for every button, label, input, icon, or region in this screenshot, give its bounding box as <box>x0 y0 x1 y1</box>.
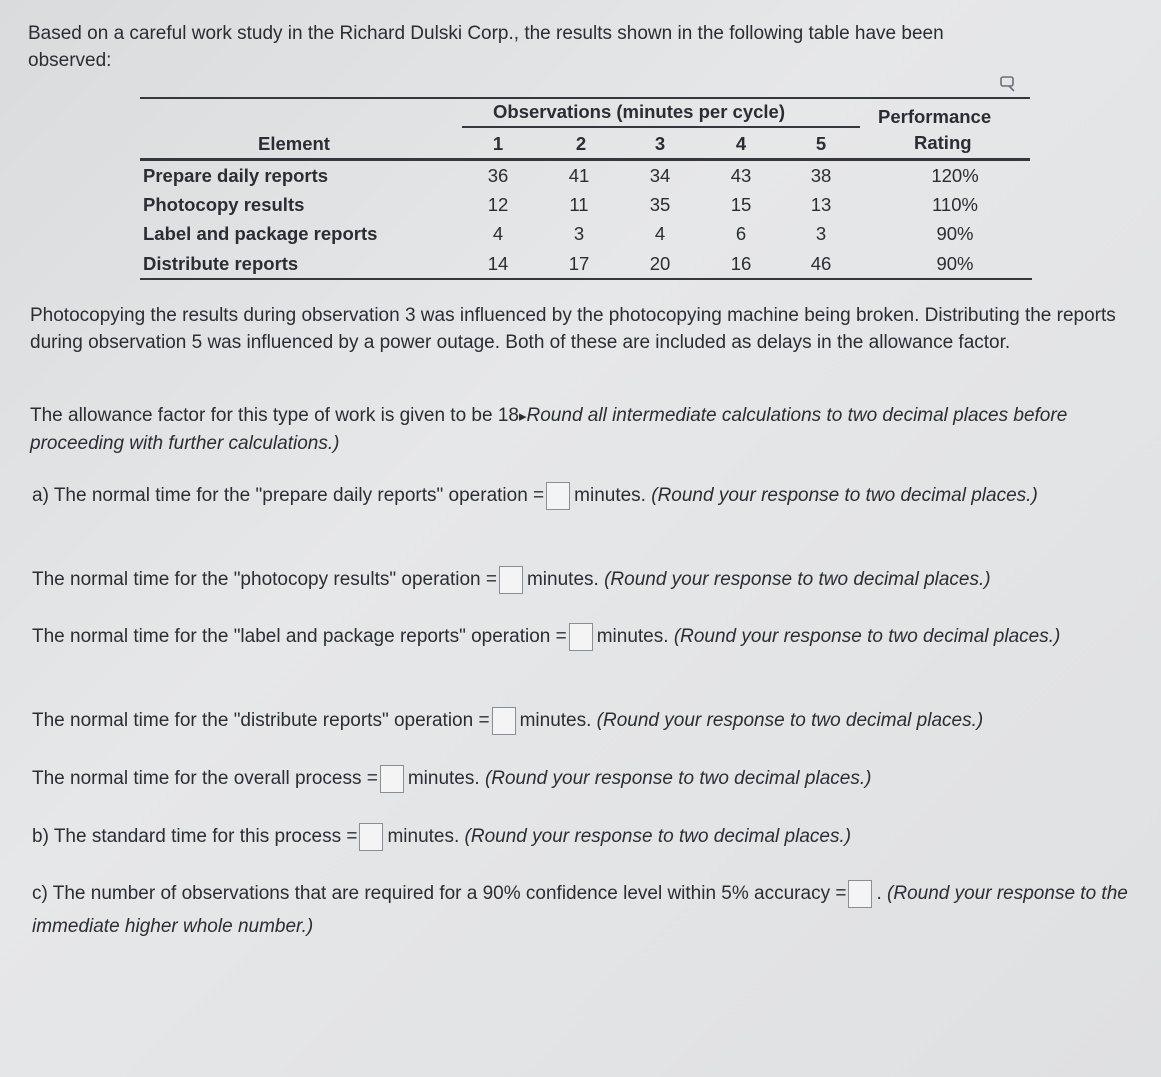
table-cell: 17 <box>568 253 590 274</box>
observations-count-input[interactable] <box>848 880 872 908</box>
table-cell: 14 <box>487 253 509 274</box>
observations-table <box>140 97 1032 283</box>
question-a-text: a) The normal time for the "prepare daily reports" operation = <box>32 485 545 506</box>
question-b-note: (Round your response to two decimal places.) <box>464 826 852 847</box>
question-overall-note: (Round your response to two decimal places.) <box>484 768 872 789</box>
obs-number-1: 1 <box>492 133 504 154</box>
question-distribute-unit: minutes. <box>519 710 592 731</box>
table-cell: 4 <box>654 223 666 244</box>
table-cell: 38 <box>810 165 832 186</box>
obs-number-5: 5 <box>815 133 827 154</box>
question-c <box>32 877 1132 943</box>
question-overall-text: The normal time for the overall process = <box>32 768 378 789</box>
question-label-note: (Round your response to two decimal places.) <box>673 626 1061 647</box>
table-cell: 3 <box>573 223 585 244</box>
question-distribute-text: The normal time for the "distribute reports" operation = <box>32 710 490 731</box>
table-top-rule <box>140 97 1030 99</box>
question-overall <box>32 762 871 795</box>
question-b <box>32 820 851 853</box>
element-header: Element <box>258 133 330 154</box>
label-normal-time-input[interactable] <box>569 623 593 651</box>
delay-note: Photocopying the results during observation 3 was influenced by the photocopying machine being broken. Distributing the reports during observation 5 was influenced by a power outage. Both of these are included as delays in the allowance factor. <box>30 305 1116 353</box>
prepare-normal-time-input[interactable] <box>546 482 570 510</box>
allowance-instruction: Round all intermediate calculations to two decimal places before proceeding with further calculations.) <box>30 405 1068 454</box>
overall-normal-time-input[interactable] <box>380 765 404 793</box>
intro-text: Based on a careful work study in the Richard Dulski Corp., the results shown in the following table have been observed: <box>28 23 944 71</box>
table-row-element: Prepare daily reports <box>143 165 329 186</box>
question-distribute-note: (Round your response to two decimal places.) <box>596 710 984 731</box>
question-a-note: (Round your response to two decimal places.) <box>651 485 1038 506</box>
obs-number-2: 2 <box>575 133 587 154</box>
table-row-element: Label and package reports <box>143 223 378 244</box>
table-cell: 16 <box>730 253 752 274</box>
photocopy-normal-time-input[interactable] <box>499 566 523 594</box>
question-c-note: (Round your response to the immediate higher whole number.) <box>32 883 1128 937</box>
question-photocopy <box>32 563 991 596</box>
question-label-text: The normal time for the "label and package reports" operation = <box>32 626 567 647</box>
question-photocopy-unit: minutes. <box>526 569 599 590</box>
table-cell: 35 <box>649 194 671 215</box>
rating-header: Rating <box>914 132 972 153</box>
question-c-period: . <box>876 883 882 904</box>
allowance-paragraph <box>30 402 1140 457</box>
question-label <box>32 620 1072 653</box>
question-distribute <box>32 704 983 737</box>
question-b-text: b) The standard time for this process = <box>32 826 358 847</box>
question-a <box>32 479 1052 512</box>
table-cell: 6 <box>735 223 747 244</box>
performance-header: Performance <box>878 106 992 127</box>
observations-underline <box>462 126 860 128</box>
table-cell: 4 <box>492 223 504 244</box>
table-cell: 12 <box>487 194 509 215</box>
standard-time-input[interactable] <box>359 823 383 851</box>
table-cell: 34 <box>649 165 671 186</box>
table-cell-rating: 120% <box>931 165 979 186</box>
table-cell: 46 <box>810 253 832 274</box>
allowance-cursor-icon: ▸ <box>518 408 527 425</box>
table-cell: 13 <box>810 194 832 215</box>
table-row-element: Distribute reports <box>143 253 299 274</box>
question-photocopy-text: The normal time for the "photocopy results" operation = <box>32 569 497 590</box>
table-cell: 3 <box>815 223 827 244</box>
observations-header: Observations (minutes per cycle) <box>493 101 785 122</box>
table-row-element: Photocopy results <box>143 194 305 215</box>
table-cell: 20 <box>649 253 671 274</box>
distribute-normal-time-input[interactable] <box>492 707 516 735</box>
obs-number-3: 3 <box>654 133 666 154</box>
table-bottom-rule <box>140 278 1032 280</box>
table-cell: 36 <box>487 165 509 186</box>
question-overall-unit: minutes. <box>407 768 480 789</box>
question-c-text: c) The number of observations that are required for a 90% confidence level within 5% accuracy = <box>32 883 847 904</box>
question-label-unit: minutes. <box>596 626 669 647</box>
table-cell-rating: 110% <box>932 194 978 215</box>
question-b-unit: minutes. <box>387 826 460 847</box>
question-photocopy-note: (Round your response to two decimal places.) <box>604 569 991 590</box>
table-cell: 43 <box>730 165 752 186</box>
table-cell: 11 <box>569 194 589 215</box>
question-a-unit: minutes. <box>574 485 646 506</box>
obs-number-4: 4 <box>735 133 747 154</box>
table-cell-rating: 90% <box>936 253 974 274</box>
table-cell: 41 <box>568 165 590 186</box>
table-cell-rating: 90% <box>936 223 974 244</box>
header-rule <box>140 158 1030 161</box>
table-cell: 15 <box>730 194 752 215</box>
copy-table-icon[interactable] <box>1000 76 1018 92</box>
allowance-text: The allowance factor for this type of work is given to be 18 <box>30 405 519 426</box>
